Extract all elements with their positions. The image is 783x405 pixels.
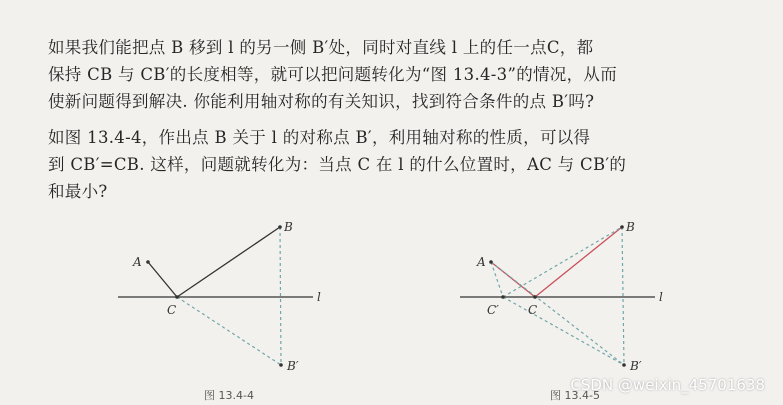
segment-CB [535, 227, 622, 297]
label-B: B [284, 220, 293, 234]
dashed-BBprime [280, 227, 281, 365]
label-l: l [659, 290, 663, 304]
label-Bprime: B′ [630, 359, 642, 373]
text-line: 使新问题得到解决. 你能利用轴对称的有关知识，找到符合条件的点 B′吗? [48, 92, 595, 111]
point-B [620, 225, 624, 229]
dashed-CBprime [177, 297, 281, 365]
text-line: 如果我们能把点 B 移到 l 的另一侧 B′处，同时对直线 l 上的任一点C，都 [48, 38, 594, 57]
figure-caption: 图 13.4-4 [204, 389, 254, 402]
point-C [533, 295, 537, 299]
point-A [146, 260, 150, 264]
label-Bprime: B′ [287, 359, 299, 373]
point-Bprime [622, 363, 626, 367]
dashed-CprimeB [503, 227, 622, 297]
figure-caption: 图 13.4-5 [550, 389, 600, 402]
label-C: C [528, 303, 538, 317]
text-line: 和最小? [48, 182, 108, 201]
label-Cprime: C′ [487, 303, 499, 317]
text-line: 如图 13.4-4，作出点 B 关于 l 的对称点 B′，利用轴对称的性质，可以得 [48, 128, 591, 147]
figure-13-4-5 [460, 220, 663, 402]
dashed-BBprime [622, 227, 624, 365]
segment-AC [148, 262, 177, 297]
point-C [175, 295, 179, 299]
text-line: 到 CB′=CB. 这样，问题就转化为：当点 C 在 l 的什么位置时，AC 与 CB′的 [48, 155, 627, 174]
watermark: CSDN @weixin_45701638 [570, 376, 765, 394]
label-A: A [477, 255, 486, 269]
segment-CB [177, 227, 280, 297]
text-line: 保持 CB 与 CB′的长度相等，就可以把问题转化为“图 13.4-3”的情况，从而 [48, 65, 618, 84]
point-A [489, 260, 493, 264]
label-C: C [167, 303, 177, 317]
label-l: l [317, 290, 321, 304]
point-Cprime [501, 295, 505, 299]
figure-13-4-4 [118, 220, 321, 402]
point-B [278, 225, 282, 229]
label-A: A [133, 255, 142, 269]
dashed-CprimeBprime [503, 297, 624, 365]
dashed-ABprime [491, 262, 624, 365]
label-B: B [626, 220, 635, 234]
point-Bprime [279, 363, 283, 367]
